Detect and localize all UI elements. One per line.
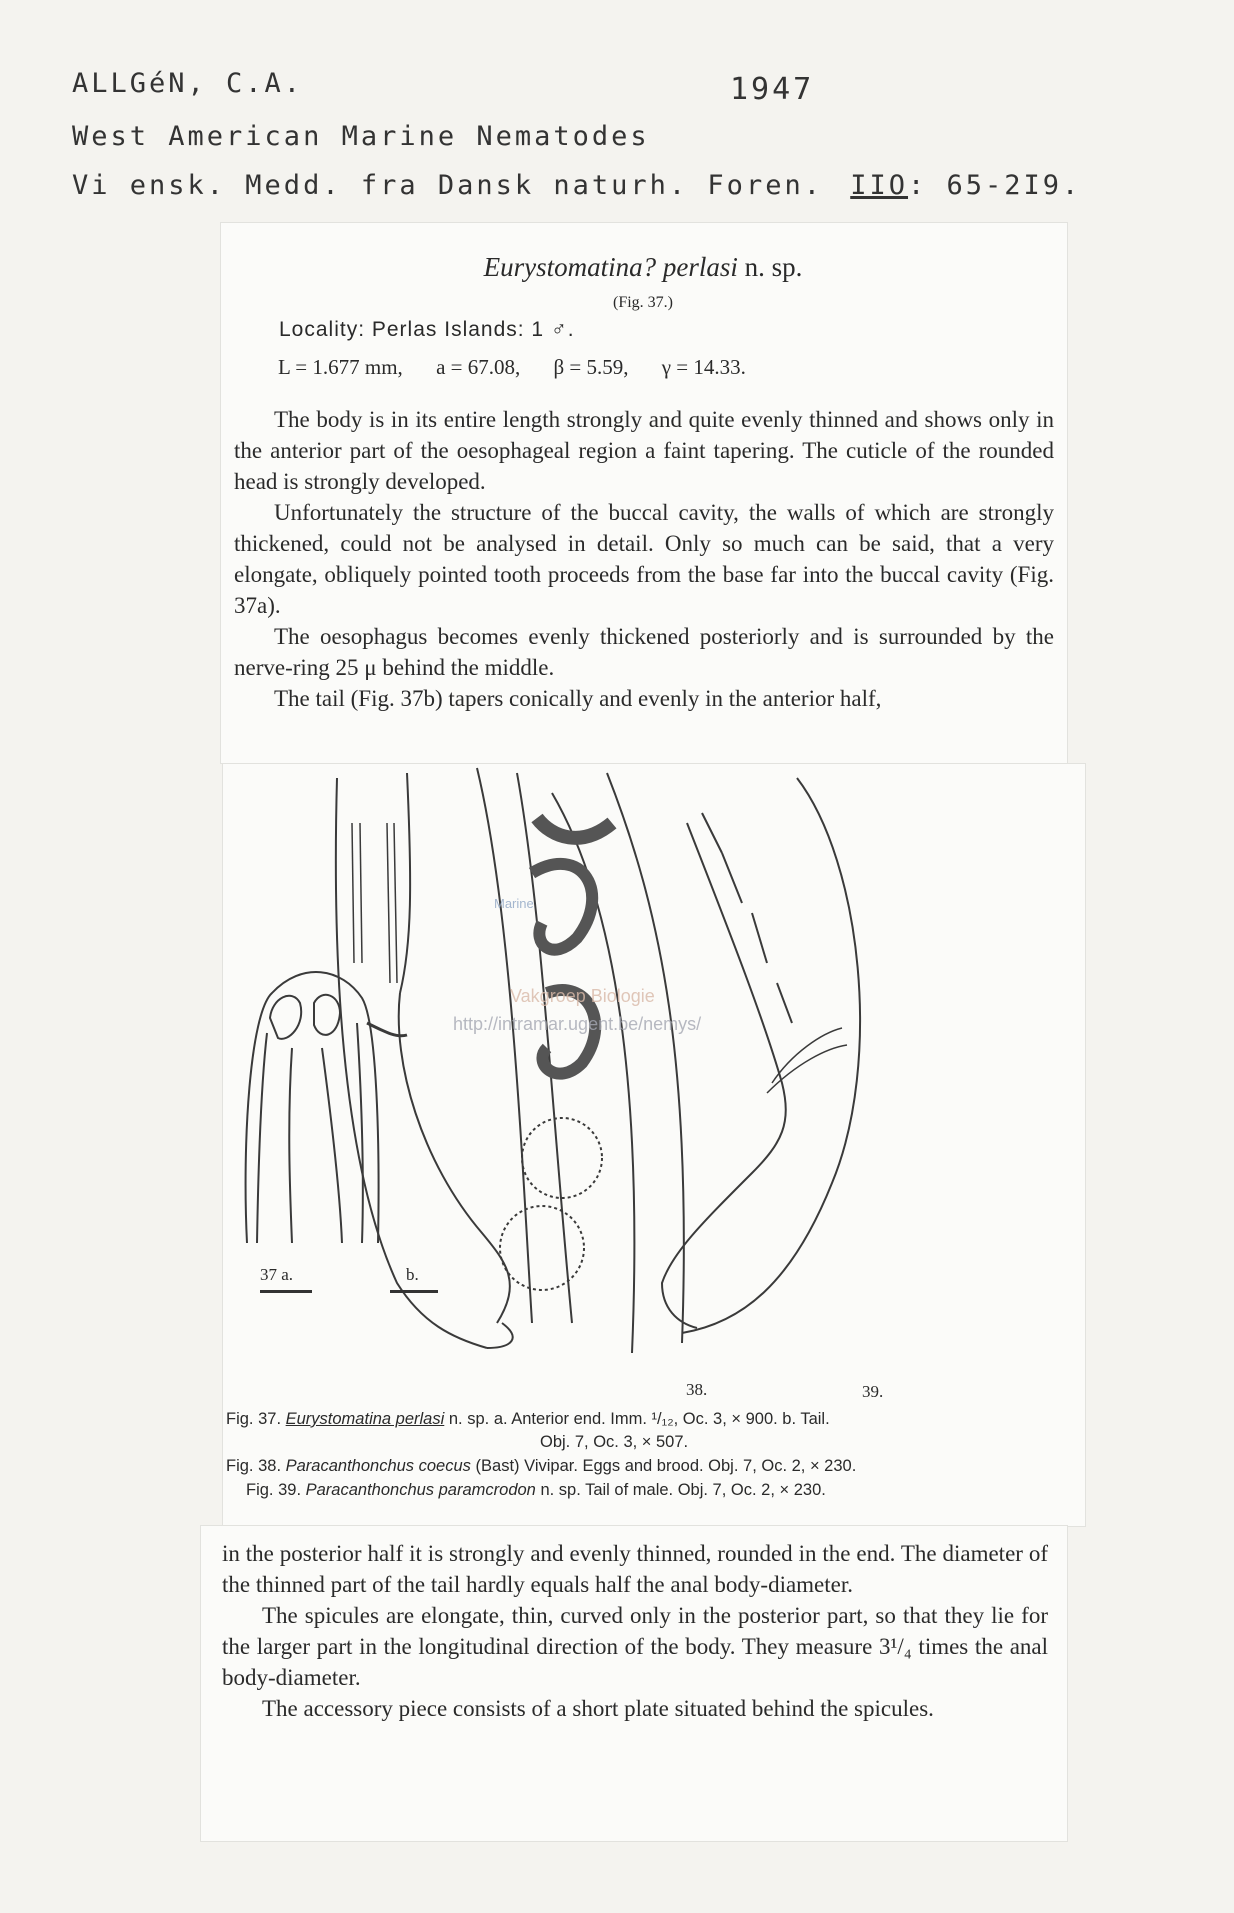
caption-fig38-text: (Bast) Vivipar. Eggs and brood. Obj. 7, Oc. 2, × 230. [475,1457,857,1475]
fig37a-label: 37 a. [260,1265,294,1284]
measure-gamma: γ = 14.33. [661,355,746,379]
watermark-group: Vakgroep Biologie [510,986,655,1006]
caption-fig37-label: Fig. 37. [226,1410,282,1428]
caption-fig37-text: n. sp. a. Anterior end. Imm. ¹/₁₂, Oc. 3, × 900. b. Tail. [448,1410,830,1428]
journal-prefix: Vi ensk. Medd. fra Dansk naturh. Foren. [72,170,823,201]
locality: Locality: Perlas Islands: 1 ♂. [279,318,575,341]
species-name: Eurystomatina? perlasi [483,252,738,282]
fig39-label: 39. [862,1382,884,1401]
caption-fig39-species: Paracanthonchus paramcrodon [305,1481,536,1499]
fig37a-scalebar [260,1290,312,1293]
measure-L: L = 1.677 mm, [278,355,403,379]
measurements [278,355,746,380]
caption-fig37 [226,1410,830,1429]
fig37a-drawing [246,972,379,1243]
journal-pages: : 65-2I9. [908,170,1082,201]
body-text-bottom [222,1538,1048,1724]
fig37b-drawing [336,773,513,1348]
caption-fig39 [246,1481,826,1500]
species-title [220,252,1066,283]
paragraph: The tail (Fig. 37b) tapers conically and evenly in the anterior half, [274,686,882,711]
header-journal [72,170,1081,201]
caption-fig39-text: n. sp. Tail of male. Obj. 7, Oc. 2, × 230. [540,1481,826,1499]
caption-fig37-species: Eurystomatina perlasi [285,1410,445,1428]
paragraph: in the posterior half it is strongly and evenly thinned, rounded in the end. The diameter of the thinned part of the tail hardly equals half the anal body-diameter. [222,1541,1048,1597]
caption-fig38 [226,1457,856,1476]
fig37b-label: b. [406,1265,419,1284]
caption-fig38-label: Fig. 38. [226,1457,282,1475]
paragraph: The spicules are elongate, thin, curved only in the posterior part, so that they lie for the larger part in the longitudinal direction of the body. They measure 3¹/₄ times the anal body-diameter. [222,1603,1048,1690]
caption-fig38-species: Paracanthonchus coecus [285,1457,471,1475]
species-suffix: n. sp. [744,252,803,282]
body-text-top [234,404,1054,714]
paragraph: The oesophagus becomes evenly thickened posteriorly and is surrounded by the nerve-ring 25 μ behind the middle. [234,624,1054,680]
watermark-url: http://intramar.ugent.be/nemys/ [453,1014,702,1034]
caption-fig37-line2: Obj. 7, Oc. 3, × 507. [540,1433,689,1451]
fig38-label: 38. [686,1380,708,1399]
caption-fig39-label: Fig. 39. [246,1481,302,1499]
fig38-drawing [477,768,684,1353]
watermark-marine: Marine [494,896,534,911]
header-year: 1947 [730,72,815,107]
fig37b-scalebar [390,1290,438,1293]
measure-a: a = 67.08, [436,355,521,379]
measure-beta: β = 5.59, [553,355,629,379]
species-figref: (Fig. 37.) [613,294,673,311]
paragraph: The body is in its entire length strongly and quite evenly thinned and shows only in the anterior part of the oesophageal region a faint tapering. The cuticle of the rounded head is strongly developed. [234,407,1054,494]
paragraph: The accessory piece consists of a short plate situated behind the spicules. [262,1696,934,1721]
fig39-drawing [662,778,860,1333]
paragraph: Unfortunately the structure of the buccal cavity, the walls of which are strongly thickened, could not be analysed in detail. Only so much can be said, that a very elongate, obliquely pointed tooth proceeds from the base far into the buccal cavity (Fig. 37a). [234,500,1054,618]
figure-drawings [222,763,1084,1403]
header-author: ALLGéN, C.A. [72,68,304,99]
journal-volume: IIO [850,170,909,201]
header-title: West American Marine Nematodes [72,121,650,152]
